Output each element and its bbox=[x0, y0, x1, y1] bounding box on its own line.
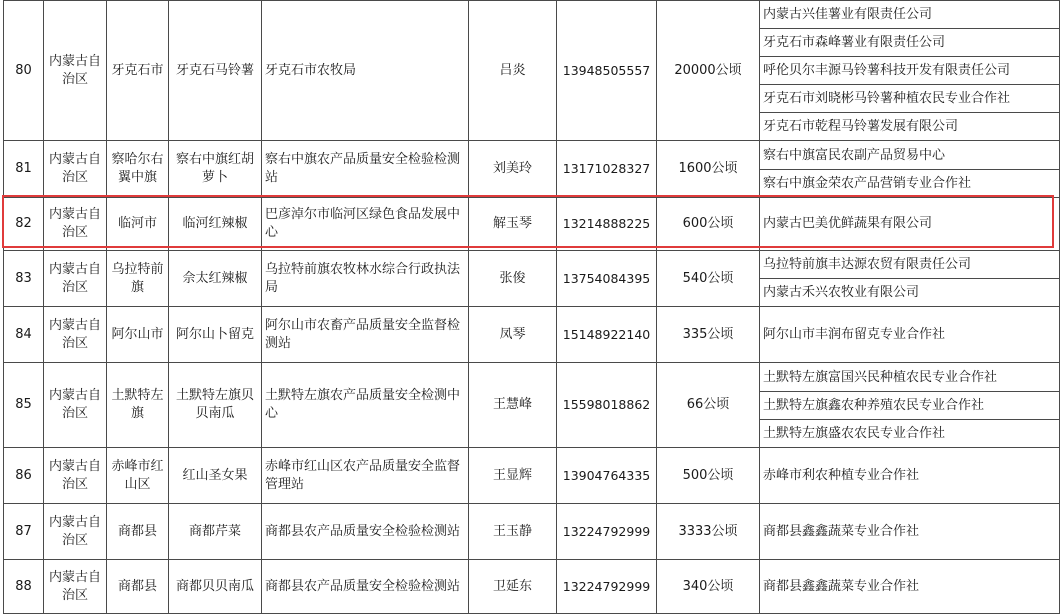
company-cell: 商都县鑫鑫蔬菜专业合作社 bbox=[760, 504, 1060, 560]
row-number: 83 bbox=[4, 251, 44, 307]
company-cell: 阿尔山市丰润布留克专业合作社 bbox=[760, 307, 1060, 363]
table-row bbox=[4, 1, 1060, 141]
city-cell: 牙克石市 bbox=[107, 1, 169, 141]
company-list bbox=[760, 363, 1060, 448]
table-row bbox=[4, 141, 1060, 198]
area-cell: 600公顷 bbox=[657, 198, 760, 251]
product-cell: 牙克石马铃薯 bbox=[169, 1, 262, 141]
product-cell: 佘太红辣椒 bbox=[169, 251, 262, 307]
row-number: 86 bbox=[4, 448, 44, 504]
region-cell: 内蒙古自治区 bbox=[44, 448, 107, 504]
region-cell: 内蒙古自治区 bbox=[44, 141, 107, 198]
product-cell: 商都芹菜 bbox=[169, 504, 262, 560]
product-cell: 商都贝贝南瓜 bbox=[169, 560, 262, 614]
region-cell: 内蒙古自治区 bbox=[44, 198, 107, 251]
contact-cell: 张俊 bbox=[469, 251, 557, 307]
table-row bbox=[4, 448, 1060, 504]
table-row bbox=[4, 504, 1060, 560]
area-cell: 20000公顷 bbox=[657, 1, 760, 141]
product-cell: 红山圣女果 bbox=[169, 448, 262, 504]
phone-cell: 13224792999 bbox=[557, 560, 657, 614]
agency-cell: 察右中旗农产品质量安全检验检测站 bbox=[262, 141, 469, 198]
row-number: 81 bbox=[4, 141, 44, 198]
company-item: 察右中旗富民农副产品贸易中心 bbox=[760, 142, 1059, 170]
row-number: 88 bbox=[4, 560, 44, 614]
region-cell: 内蒙古自治区 bbox=[44, 363, 107, 448]
table-row bbox=[4, 560, 1060, 614]
contact-cell: 凤琴 bbox=[469, 307, 557, 363]
phone-cell: 13948505557 bbox=[557, 1, 657, 141]
phone-cell: 13224792999 bbox=[557, 504, 657, 560]
table-row bbox=[4, 363, 1060, 448]
area-cell: 335公顷 bbox=[657, 307, 760, 363]
city-cell: 商都县 bbox=[107, 560, 169, 614]
agency-cell: 商都县农产品质量安全检验检测站 bbox=[262, 560, 469, 614]
company-item: 内蒙古禾兴农牧业有限公司 bbox=[763, 285, 920, 300]
company-cell: 内蒙古巴美优鲜蔬果有限公司 bbox=[760, 198, 1060, 251]
agency-cell: 巴彦淖尔市临河区绿色食品发展中心 bbox=[262, 198, 469, 251]
row-number: 87 bbox=[4, 504, 44, 560]
contact-cell: 卫延东 bbox=[469, 560, 557, 614]
phone-cell: 13904764335 bbox=[557, 448, 657, 504]
region-cell: 内蒙古自治区 bbox=[44, 307, 107, 363]
contact-cell: 吕炎 bbox=[469, 1, 557, 141]
area-cell: 3333公顷 bbox=[657, 504, 760, 560]
city-cell: 乌拉特前旗 bbox=[107, 251, 169, 307]
city-cell: 阿尔山市 bbox=[107, 307, 169, 363]
company-item: 察右中旗金荣农产品营销专业合作社 bbox=[763, 175, 972, 191]
city-cell: 商都县 bbox=[107, 504, 169, 560]
area-cell: 66公顷 bbox=[657, 363, 760, 448]
area-cell: 1600公顷 bbox=[657, 141, 760, 198]
product-cell: 阿尔山卜留克 bbox=[169, 307, 262, 363]
company-list bbox=[760, 1, 1060, 141]
row-number: 85 bbox=[4, 363, 44, 448]
product-cell: 临河红辣椒 bbox=[169, 198, 262, 251]
company-item: 土默特左旗鑫农种养殖农民专业合作社 bbox=[760, 392, 1059, 420]
city-cell: 临河市 bbox=[107, 198, 169, 251]
contact-cell: 解玉琴 bbox=[469, 198, 557, 251]
company-cell: 商都县鑫鑫蔬菜专业合作社 bbox=[760, 560, 1060, 614]
phone-cell: 13214888225 bbox=[557, 198, 657, 251]
area-cell: 540公顷 bbox=[657, 251, 760, 307]
city-cell: 察哈尔右翼中旗 bbox=[107, 141, 169, 198]
region-cell: 内蒙古自治区 bbox=[44, 560, 107, 614]
company-list bbox=[760, 251, 1060, 307]
agency-cell: 土默特左旗农产品质量安全检测中心 bbox=[262, 363, 469, 448]
company-item: 内蒙古兴佳薯业有限责任公司 bbox=[760, 1, 1059, 29]
city-cell: 土默特左旗 bbox=[107, 363, 169, 448]
phone-cell: 13754084395 bbox=[557, 251, 657, 307]
phone-cell: 13171028327 bbox=[557, 141, 657, 198]
contact-cell: 王玉静 bbox=[469, 504, 557, 560]
row-number: 84 bbox=[4, 307, 44, 363]
company-cell: 赤峰市利农种植专业合作社 bbox=[760, 448, 1060, 504]
region-cell: 内蒙古自治区 bbox=[44, 251, 107, 307]
table-row bbox=[4, 307, 1060, 363]
row-number: 80 bbox=[4, 1, 44, 141]
contact-cell: 王显辉 bbox=[469, 448, 557, 504]
company-item: 土默特左旗盛农农民专业合作社 bbox=[763, 425, 946, 441]
product-cell: 土默特左旗贝贝南瓜 bbox=[169, 363, 262, 448]
company-item: 乌拉特前旗丰达源农贸有限责任公司 bbox=[760, 251, 1059, 279]
table-row bbox=[4, 251, 1060, 307]
agency-cell: 商都县农产品质量安全检验检测站 bbox=[262, 504, 469, 560]
agency-cell: 阿尔山市农畜产品质量安全监督检测站 bbox=[262, 307, 469, 363]
company-item: 牙克石市乾程马铃薯发展有限公司 bbox=[763, 119, 959, 134]
agency-cell: 乌拉特前旗农牧林水综合行政执法局 bbox=[262, 251, 469, 307]
agency-cell: 赤峰市红山区农产品质量安全监督管理站 bbox=[262, 448, 469, 504]
company-item: 牙克石市刘晓彬马铃薯种植农民专业合作社 bbox=[760, 85, 1059, 113]
product-table bbox=[3, 0, 1060, 614]
company-item: 牙克石市森峰薯业有限责任公司 bbox=[760, 29, 1059, 57]
company-item: 土默特左旗富国兴民种植农民专业合作社 bbox=[760, 364, 1059, 392]
row-number: 82 bbox=[4, 198, 44, 251]
contact-cell: 王慧峰 bbox=[469, 363, 557, 448]
company-item: 呼伦贝尔丰源马铃薯科技开发有限责任公司 bbox=[760, 57, 1059, 85]
table-row bbox=[4, 198, 1060, 251]
area-cell: 340公顷 bbox=[657, 560, 760, 614]
contact-cell: 刘美玲 bbox=[469, 141, 557, 198]
area-cell: 500公顷 bbox=[657, 448, 760, 504]
agency-cell: 牙克石市农牧局 bbox=[262, 1, 469, 141]
phone-cell: 15148922140 bbox=[557, 307, 657, 363]
product-cell: 察右中旗红胡萝卜 bbox=[169, 141, 262, 198]
city-cell: 赤峰市红山区 bbox=[107, 448, 169, 504]
region-cell: 内蒙古自治区 bbox=[44, 504, 107, 560]
company-list bbox=[760, 141, 1060, 198]
phone-cell: 15598018862 bbox=[557, 363, 657, 448]
region-cell: 内蒙古自治区 bbox=[44, 1, 107, 141]
